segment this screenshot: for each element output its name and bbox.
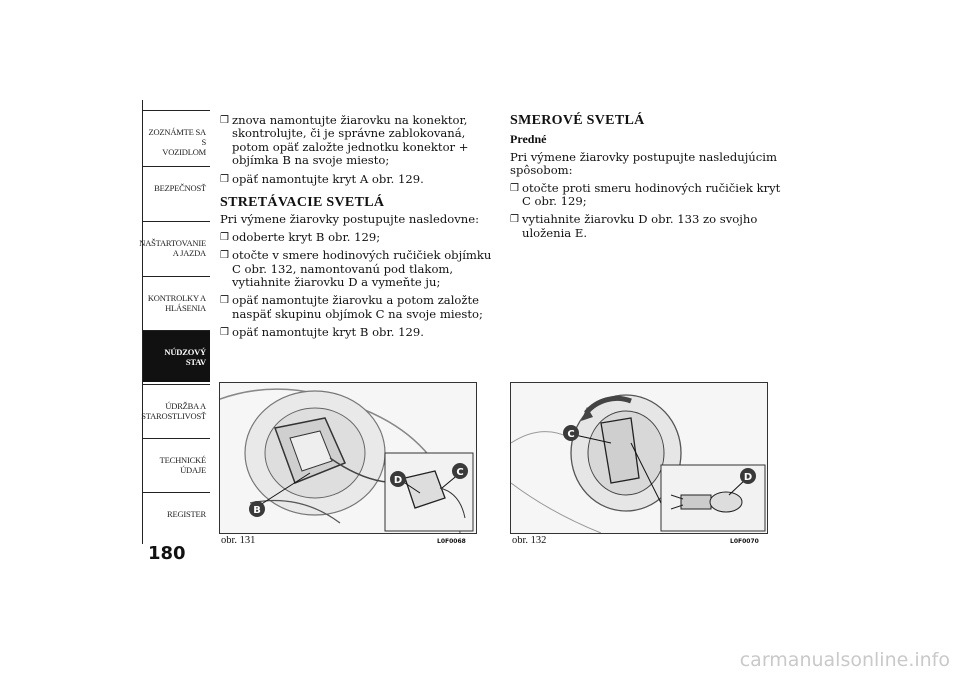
figure-131-illustration bbox=[219, 382, 477, 534]
checkbox-bullet-icon: ❒ bbox=[510, 182, 519, 194]
callout-c: C bbox=[456, 467, 464, 478]
figure-caption: obr. 131 bbox=[221, 535, 256, 546]
list-item bbox=[220, 114, 492, 168]
checkbox-bullet-icon: ❒ bbox=[220, 173, 229, 185]
callout-d: D bbox=[393, 475, 403, 486]
turn-signal-illustration bbox=[511, 383, 767, 533]
tab-label: NÚDZOVÝ STAV bbox=[164, 347, 206, 367]
tab-label: TECHNICKÉ ÚDAJE bbox=[159, 455, 206, 475]
callout-c: C bbox=[567, 429, 575, 440]
tab-label: ZOZNÁMTE SA S VOZIDLOM bbox=[148, 127, 206, 157]
figure-code: L0F0070 bbox=[730, 538, 759, 545]
watermark: carmanualsonline.info bbox=[739, 649, 950, 671]
figure-132-illustration bbox=[510, 382, 768, 534]
checkbox-bullet-icon: ❒ bbox=[220, 231, 229, 243]
tab-zoznamte-sa[interactable] bbox=[142, 110, 210, 162]
list-item bbox=[220, 326, 492, 339]
list-item-text: opäť namontujte kryt B obr. 129. bbox=[232, 325, 424, 340]
list-item-text: opäť namontujte žiarovku a potom založte naspäť skupinu objímok C na svoje miesto; bbox=[232, 293, 483, 321]
figure-caption: obr. 132 bbox=[512, 535, 547, 546]
list-item bbox=[220, 231, 492, 244]
checkbox-bullet-icon: ❒ bbox=[220, 115, 229, 126]
intro-text: Pri výmene žiarovky postupujte nasledujúcim spôsobom: bbox=[510, 149, 777, 178]
list-item bbox=[510, 213, 782, 240]
tab-label: NAŠTARTOVANIE A JAZDA bbox=[139, 238, 206, 258]
tab-kontrolky[interactable] bbox=[142, 276, 210, 328]
list-item bbox=[220, 294, 492, 321]
tab-label: REGISTER bbox=[166, 509, 206, 519]
list-item-text: vytiahnite žiarovku D obr. 133 zo svojho uloženia E. bbox=[522, 212, 758, 240]
text-column-left bbox=[220, 114, 492, 345]
text-column-right bbox=[510, 114, 782, 245]
checkbox-bullet-icon: ❒ bbox=[220, 327, 229, 339]
section-heading: SMEROVÉ SVETLÁ bbox=[510, 113, 645, 128]
checkbox-bullet-icon: ❒ bbox=[220, 295, 229, 307]
intro-text: Pri výmene žiarovky postupujte nasledovne: bbox=[220, 212, 480, 227]
tab-nudzovy-stav[interactable] bbox=[142, 330, 210, 382]
list-item-text: otočte proti smeru hodinových ručičiek kryt C obr. 129; bbox=[522, 180, 781, 209]
tab-label: ÚDRŽBA A STAROSTLIVOSŤ bbox=[141, 401, 206, 421]
list-item bbox=[220, 173, 492, 186]
callout-d: D bbox=[743, 472, 753, 483]
checkbox-bullet-icon: ❒ bbox=[510, 214, 519, 226]
figure-code: L0F0068 bbox=[437, 538, 466, 545]
list-item-text: odoberte kryt B obr. 129; bbox=[232, 229, 381, 244]
checkbox-bullet-icon: ❒ bbox=[220, 250, 229, 262]
list-item-text: opäť namontujte kryt A obr. 129. bbox=[232, 171, 424, 186]
list-item bbox=[220, 249, 492, 289]
list-item-text: otočte v smere hodinových ručičiek objímku C obr. 132, namontovanú pod tlakom, vytiahnite žiarovku D a vymeňte ju; bbox=[232, 248, 492, 290]
tab-label: BEZPEČNOSŤ bbox=[154, 183, 206, 193]
headlamp-illustration bbox=[220, 383, 476, 533]
section-heading: STRETÁVACIE SVETLÁ bbox=[220, 195, 385, 211]
tab-label: KONTROLKY A HLÁSENIA bbox=[147, 293, 206, 313]
tab-technicke-udaje[interactable] bbox=[142, 438, 210, 490]
callout-b: B bbox=[253, 505, 261, 516]
tab-register[interactable] bbox=[142, 492, 210, 544]
list-item bbox=[510, 182, 782, 209]
subheading: Predné bbox=[510, 132, 547, 147]
tab-udrzba[interactable] bbox=[142, 384, 210, 436]
list-item-text: znova namontujte žiarovku na konektor, skontrolujte, či je správne zablokovaná, potom opäť založte jednotku konektor + objímka B na svoje miesto; bbox=[232, 113, 469, 168]
tab-nastartovanie[interactable] bbox=[139, 221, 210, 273]
page-number: 180 bbox=[148, 543, 186, 564]
tab-bezpecnost[interactable] bbox=[142, 166, 210, 218]
